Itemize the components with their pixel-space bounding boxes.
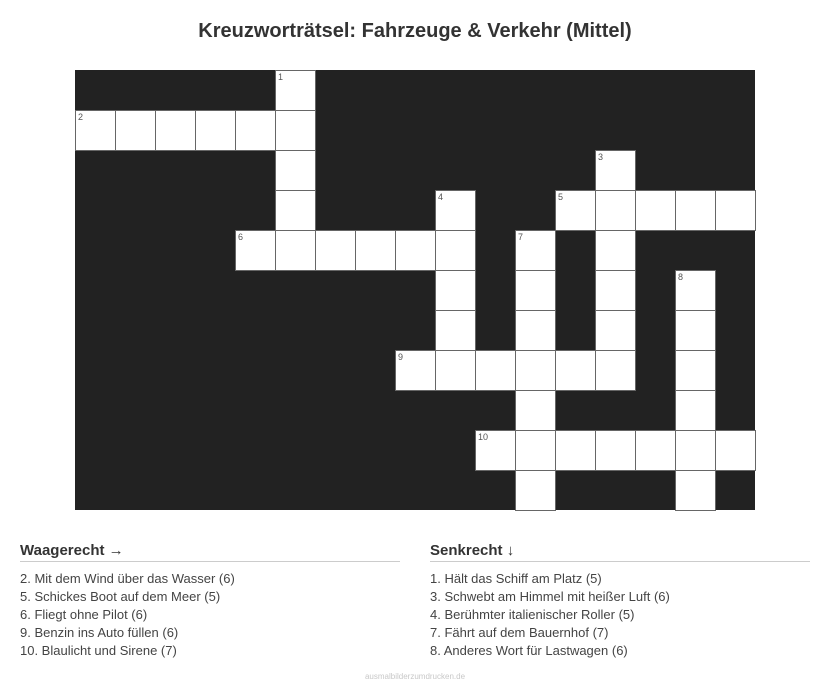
grid-cell[interactable]	[555, 190, 596, 231]
grid-cell[interactable]	[675, 270, 716, 311]
crossword-grid	[75, 70, 755, 510]
grid-cell[interactable]	[515, 430, 556, 471]
grid-cell[interactable]	[435, 310, 476, 351]
grid-cell[interactable]	[715, 430, 756, 471]
grid-cell[interactable]	[235, 230, 276, 271]
grid-cell[interactable]	[435, 190, 476, 231]
grid-cell[interactable]	[715, 190, 756, 231]
grid-cell[interactable]	[675, 430, 716, 471]
grid-cell[interactable]	[675, 350, 716, 391]
down-clues	[430, 542, 810, 660]
grid-cell[interactable]	[515, 310, 556, 351]
grid-cell[interactable]	[435, 270, 476, 311]
clue-down-3: 3. Schwebt am Himmel mit heißer Luft (6)	[430, 589, 670, 604]
grid-cell[interactable]	[675, 310, 716, 351]
grid-cell[interactable]	[515, 350, 556, 391]
grid-cell[interactable]	[515, 230, 556, 271]
clue-number: 3	[598, 152, 604, 162]
grid-cell[interactable]	[595, 430, 636, 471]
grid-cell[interactable]	[595, 270, 636, 311]
clue-across-10: 10. Blaulicht und Sirene (7)	[20, 643, 177, 658]
grid-cell[interactable]	[435, 350, 476, 391]
clue-number: 2	[78, 112, 84, 122]
clue-across-9: 9. Benzin ins Auto füllen (6)	[20, 625, 179, 640]
grid-cell[interactable]	[635, 190, 676, 231]
grid-cell[interactable]	[155, 110, 196, 151]
down-arrow-icon: ↓	[506, 542, 515, 559]
grid-cell[interactable]	[675, 390, 716, 431]
grid-cell[interactable]	[595, 150, 636, 191]
grid-cell[interactable]	[475, 430, 516, 471]
page-title: Kreuzworträtsel: Fahrzeuge & Verkehr (Mittel)	[198, 20, 632, 42]
grid-cell[interactable]	[515, 470, 556, 511]
grid-cell[interactable]	[395, 350, 436, 391]
clue-down-8: 8. Anderes Wort für Lastwagen (6)	[430, 643, 628, 658]
grid-cell[interactable]	[595, 310, 636, 351]
grid-cell[interactable]	[275, 230, 316, 271]
clue-number: 8	[678, 272, 684, 282]
clue-number: 9	[398, 352, 404, 362]
grid-cell[interactable]	[275, 190, 316, 231]
grid-cell[interactable]	[475, 350, 516, 391]
clue-down-1: 1. Hält das Schiff am Platz (5)	[430, 571, 602, 586]
clue-number: 5	[558, 192, 564, 202]
grid-cell[interactable]	[675, 470, 716, 511]
grid-cell[interactable]	[595, 190, 636, 231]
clue-across-5: 5. Schickes Boot auf dem Meer (5)	[20, 589, 221, 604]
clue-number: 1	[278, 72, 284, 82]
right-arrow-icon: →	[108, 542, 124, 559]
grid-cell[interactable]	[275, 110, 316, 151]
across-heading	[20, 542, 400, 562]
grid-cell[interactable]	[435, 230, 476, 271]
grid-cell[interactable]	[195, 110, 236, 151]
grid-cell[interactable]	[275, 70, 316, 111]
across-clues	[20, 542, 400, 660]
grid-cell[interactable]	[555, 350, 596, 391]
grid-cell[interactable]	[235, 110, 276, 151]
down-heading	[430, 542, 810, 562]
grid-cell[interactable]	[515, 270, 556, 311]
clue-across-2: 2. Mit dem Wind über das Wasser (6)	[20, 571, 235, 586]
grid-cell[interactable]	[275, 150, 316, 191]
across-heading-label: Waagerecht	[20, 542, 105, 559]
clue-down-7: 7. Fährt auf dem Bauernhof (7)	[430, 625, 609, 640]
clue-number: 10	[478, 432, 489, 442]
across-clue-list	[20, 570, 400, 660]
grid-cell[interactable]	[355, 230, 396, 271]
down-clue-list	[430, 570, 810, 660]
grid-cell[interactable]	[595, 230, 636, 271]
footer-watermark: ausmalbilderzumdrucken.de	[364, 672, 466, 681]
clue-down-4: 4. Berühmter italienischer Roller (5)	[430, 607, 635, 622]
grid-cell[interactable]	[595, 350, 636, 391]
clue-number: 4	[438, 192, 444, 202]
grid-cell[interactable]	[115, 110, 156, 151]
clue-number: 7	[518, 232, 524, 242]
down-heading-label: Senkrecht	[430, 542, 503, 559]
grid-cell[interactable]	[395, 230, 436, 271]
clue-number: 6	[238, 232, 244, 242]
clue-across-6: 6. Fliegt ohne Pilot (6)	[20, 607, 148, 622]
grid-cell[interactable]	[555, 430, 596, 471]
grid-cell[interactable]	[515, 390, 556, 431]
grid-cell[interactable]	[635, 430, 676, 471]
grid-cell[interactable]	[675, 190, 716, 231]
grid-cell[interactable]	[315, 230, 356, 271]
grid-cell[interactable]	[75, 110, 116, 151]
